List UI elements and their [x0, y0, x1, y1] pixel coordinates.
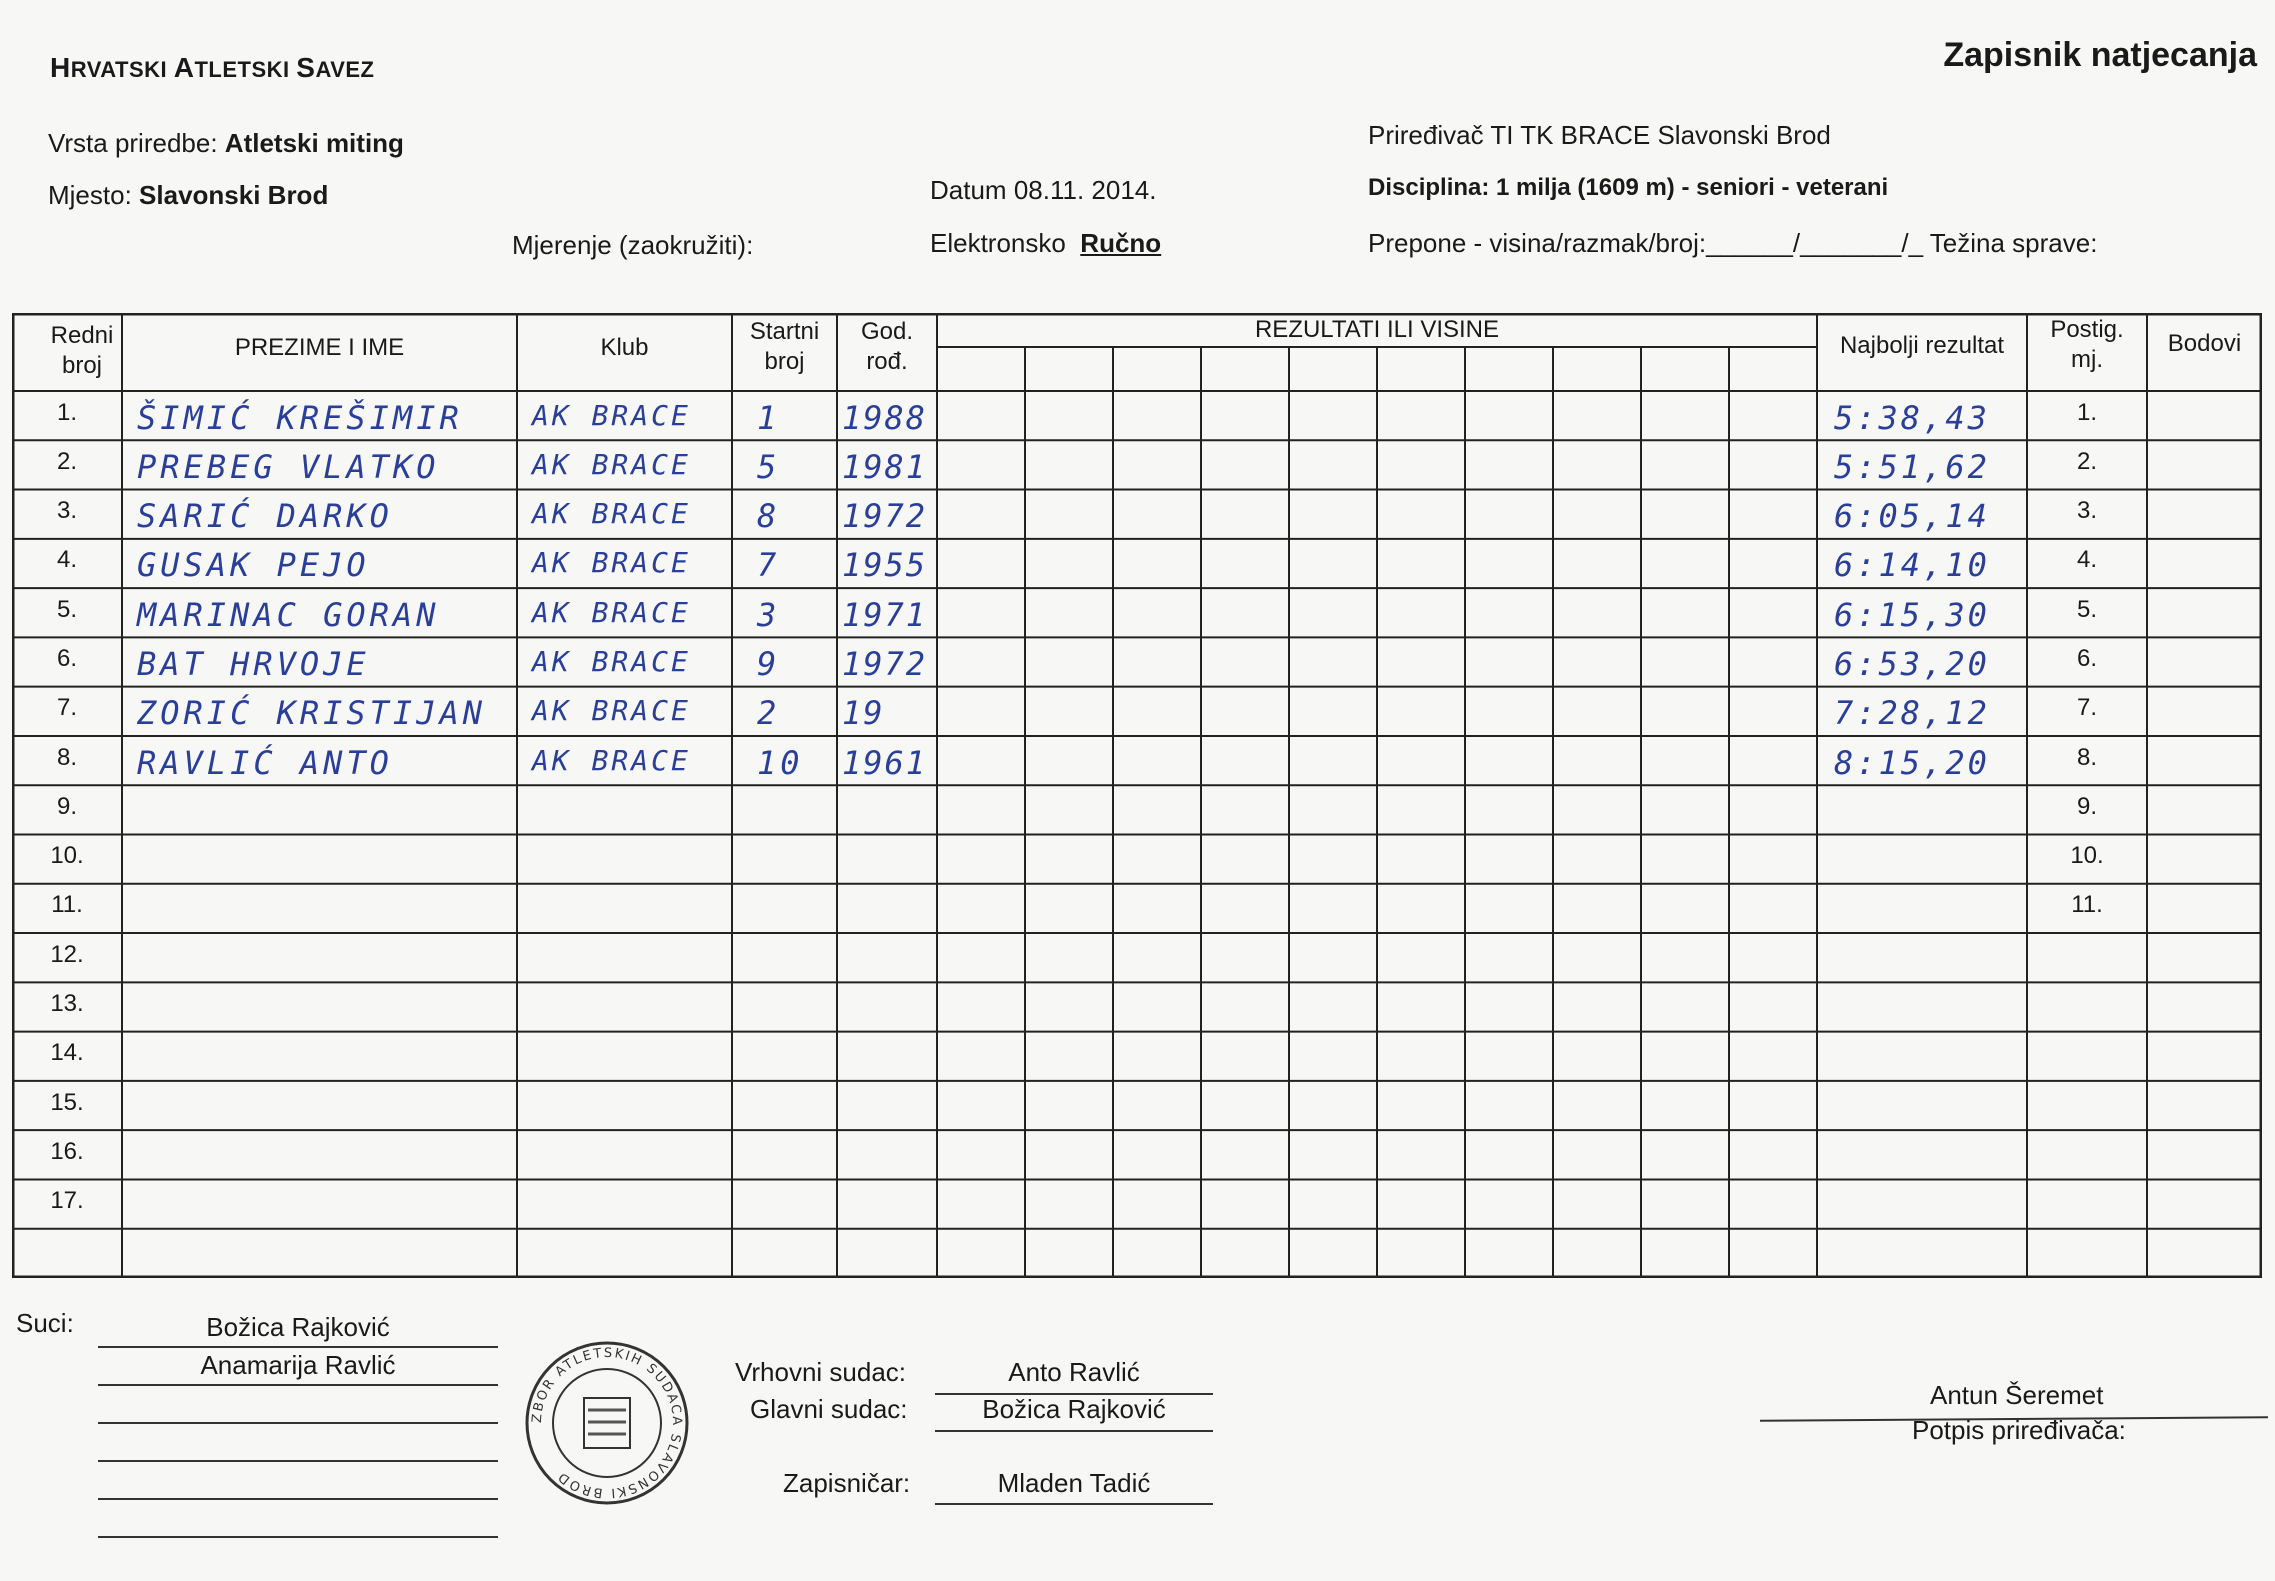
final-place: 10.: [2070, 842, 2104, 870]
row-number: 11.: [51, 891, 83, 919]
start-number: 3: [757, 595, 781, 634]
col-header-najbolji: Najbolji rezultat: [1839, 332, 2005, 359]
row-number: 8.: [56, 743, 77, 771]
main-judge-line: [935, 1430, 1213, 1432]
start-number: 2: [757, 694, 781, 733]
athlete-club: AK BRACE: [532, 743, 691, 777]
best-result: 5:38,43: [1834, 398, 1990, 437]
measurement-label: Mjerenje (zaokružiti):: [512, 230, 754, 260]
final-place: 1.: [2076, 398, 2097, 426]
row-number: 17.: [50, 1187, 84, 1215]
start-number: 10: [757, 743, 804, 782]
birth-year: 19: [842, 694, 885, 733]
birth-year: 1961: [842, 743, 928, 782]
event-type: Vrsta priredbe: Atletski miting: [48, 128, 404, 158]
best-result: 6:53,20: [1834, 645, 1990, 684]
birth-year: 1955: [842, 546, 928, 585]
athlete-name: RAVLIĆ ANTO: [137, 743, 393, 782]
row-number: 5.: [56, 595, 77, 623]
measurement-options: Elektronsko Ručno: [930, 228, 1162, 258]
athlete-club: AK BRACE: [532, 497, 691, 531]
best-result: 7:28,12: [1834, 694, 1990, 733]
final-place: 4.: [2076, 546, 2097, 574]
judge-line: [98, 1422, 498, 1424]
recorder-name: Mladen Tadić: [997, 1468, 1151, 1498]
athlete-name: SARIĆ DARKO: [137, 497, 393, 536]
row-number: 3.: [56, 497, 77, 525]
start-number: 1: [757, 398, 781, 437]
col-header-rezultati: REZULTATI ILI VISINE: [1254, 316, 1500, 343]
start-number: 9: [757, 645, 781, 684]
event-location: Mjesto: Slavonski Brod: [48, 180, 329, 210]
best-result: 8:15,20: [1834, 743, 1990, 782]
chief-referee-label: Vrhovni sudac:: [735, 1357, 907, 1387]
athlete-name: PREBEG VLATKO: [137, 447, 440, 486]
best-result: 6:15,30: [1834, 595, 1990, 634]
row-number: 16.: [50, 1137, 84, 1165]
row-number: 9.: [56, 792, 77, 820]
birth-year: 1972: [842, 497, 928, 536]
final-place: 8.: [2076, 743, 2097, 771]
judge-line: [98, 1498, 498, 1500]
judge-line: [98, 1460, 498, 1462]
row-number: 14.: [50, 1039, 84, 1067]
discipline: Disciplina: 1 milja (1609 m) - seniori - veterani: [1368, 174, 1889, 201]
row-number: 15.: [50, 1088, 84, 1116]
judge-line: [98, 1536, 498, 1538]
best-result: 6:14,10: [1834, 546, 1990, 585]
judge-line: [98, 1384, 498, 1386]
recorder-label: Zapisničar:: [783, 1468, 911, 1498]
birth-year: 1972: [842, 645, 928, 684]
athlete-club: AK BRACE: [532, 595, 691, 629]
row-number: 6.: [56, 645, 77, 673]
col-header-bodovi: Bodovi: [2167, 330, 2242, 357]
final-place: 2.: [2076, 447, 2097, 475]
athlete-name: GUSAK PEJO: [137, 546, 370, 585]
col-header-ime: PREZIME I IME: [234, 334, 405, 361]
birth-year: 1981: [842, 447, 928, 486]
recorder-line: [935, 1503, 1213, 1505]
document-title: Zapisnik natjecanja: [1943, 36, 2257, 74]
final-place: 5.: [2076, 595, 2097, 623]
row-number: 4.: [56, 546, 77, 574]
event-date: Datum 08.11. 2014.: [930, 175, 1157, 205]
hurdles-info: Prepone - visina/razmak/broj:______/_______/_ Težina sprave:: [1368, 228, 2098, 258]
athlete-club: AK BRACE: [532, 645, 691, 679]
official-stamp: [522, 1338, 692, 1508]
final-place: 9.: [2076, 792, 2097, 820]
col-header-god: God. rođ.: [860, 318, 914, 375]
chief-referee-name: Anto Ravlić: [1008, 1357, 1140, 1387]
start-number: 7: [757, 546, 781, 585]
col-header-startni: Startni broj: [749, 318, 820, 375]
birth-year: 1988: [842, 398, 928, 437]
athlete-club: AK BRACE: [532, 398, 691, 432]
athlete-name: MARINAC GORAN: [137, 595, 440, 634]
col-header-postig: Postig. mj.: [2050, 316, 2124, 373]
birth-year: 1971: [842, 595, 928, 634]
organization-name: HRVATSKI ATLETSKI SAVEZ: [50, 52, 375, 83]
judges-label: Suci:: [16, 1308, 74, 1338]
judge-name: Anamarija Ravlić: [200, 1350, 396, 1380]
judge-name: Božica Rajković: [206, 1312, 390, 1342]
athlete-name: ŠIMIĆ KREŠIMIR: [137, 398, 463, 437]
athlete-club: AK BRACE: [532, 546, 691, 580]
best-result: 6:05,14: [1834, 497, 1990, 536]
row-number: 1.: [56, 398, 77, 426]
athlete-club: AK BRACE: [532, 694, 691, 728]
svg-text:ZBOR ATLETSKIH SUDACA SLAVONSK: ZBOR ATLETSKIH SUDACA SLAVONSKI BROD: [529, 1345, 685, 1501]
athlete-name: ZORIĆ KRISTIJAN: [137, 694, 486, 733]
row-number: 2.: [56, 447, 77, 475]
best-result: 5:51,62: [1834, 447, 1990, 486]
athlete-name: BAT HRVOJE: [137, 645, 370, 684]
organizer-signature-label: Potpis priređivača:: [1912, 1415, 2126, 1445]
main-judge-name: Božica Rajković: [982, 1394, 1166, 1424]
main-judge-label: Glavni sudac:: [750, 1394, 908, 1424]
final-place: 11.: [2071, 891, 2103, 919]
organizer-signature-name: Antun Šeremet: [1930, 1380, 2104, 1410]
start-number: 5: [757, 447, 781, 486]
row-number: 10.: [50, 842, 84, 870]
row-number: 7.: [56, 694, 77, 722]
judge-line: [98, 1346, 498, 1348]
results-table: [12, 313, 2262, 1278]
organizer: Priređivač TI TK BRACE Slavonski Brod: [1368, 120, 1831, 150]
final-place: 6.: [2076, 645, 2097, 673]
row-number: 12.: [50, 940, 84, 968]
athlete-club: AK BRACE: [532, 447, 691, 481]
row-number: 13.: [50, 989, 84, 1017]
start-number: 8: [757, 497, 781, 536]
final-place: 3.: [2076, 497, 2097, 525]
final-place: 7.: [2076, 694, 2097, 722]
col-header-redni: Redni broj: [50, 322, 114, 379]
col-header-klub: Klub: [600, 334, 649, 361]
